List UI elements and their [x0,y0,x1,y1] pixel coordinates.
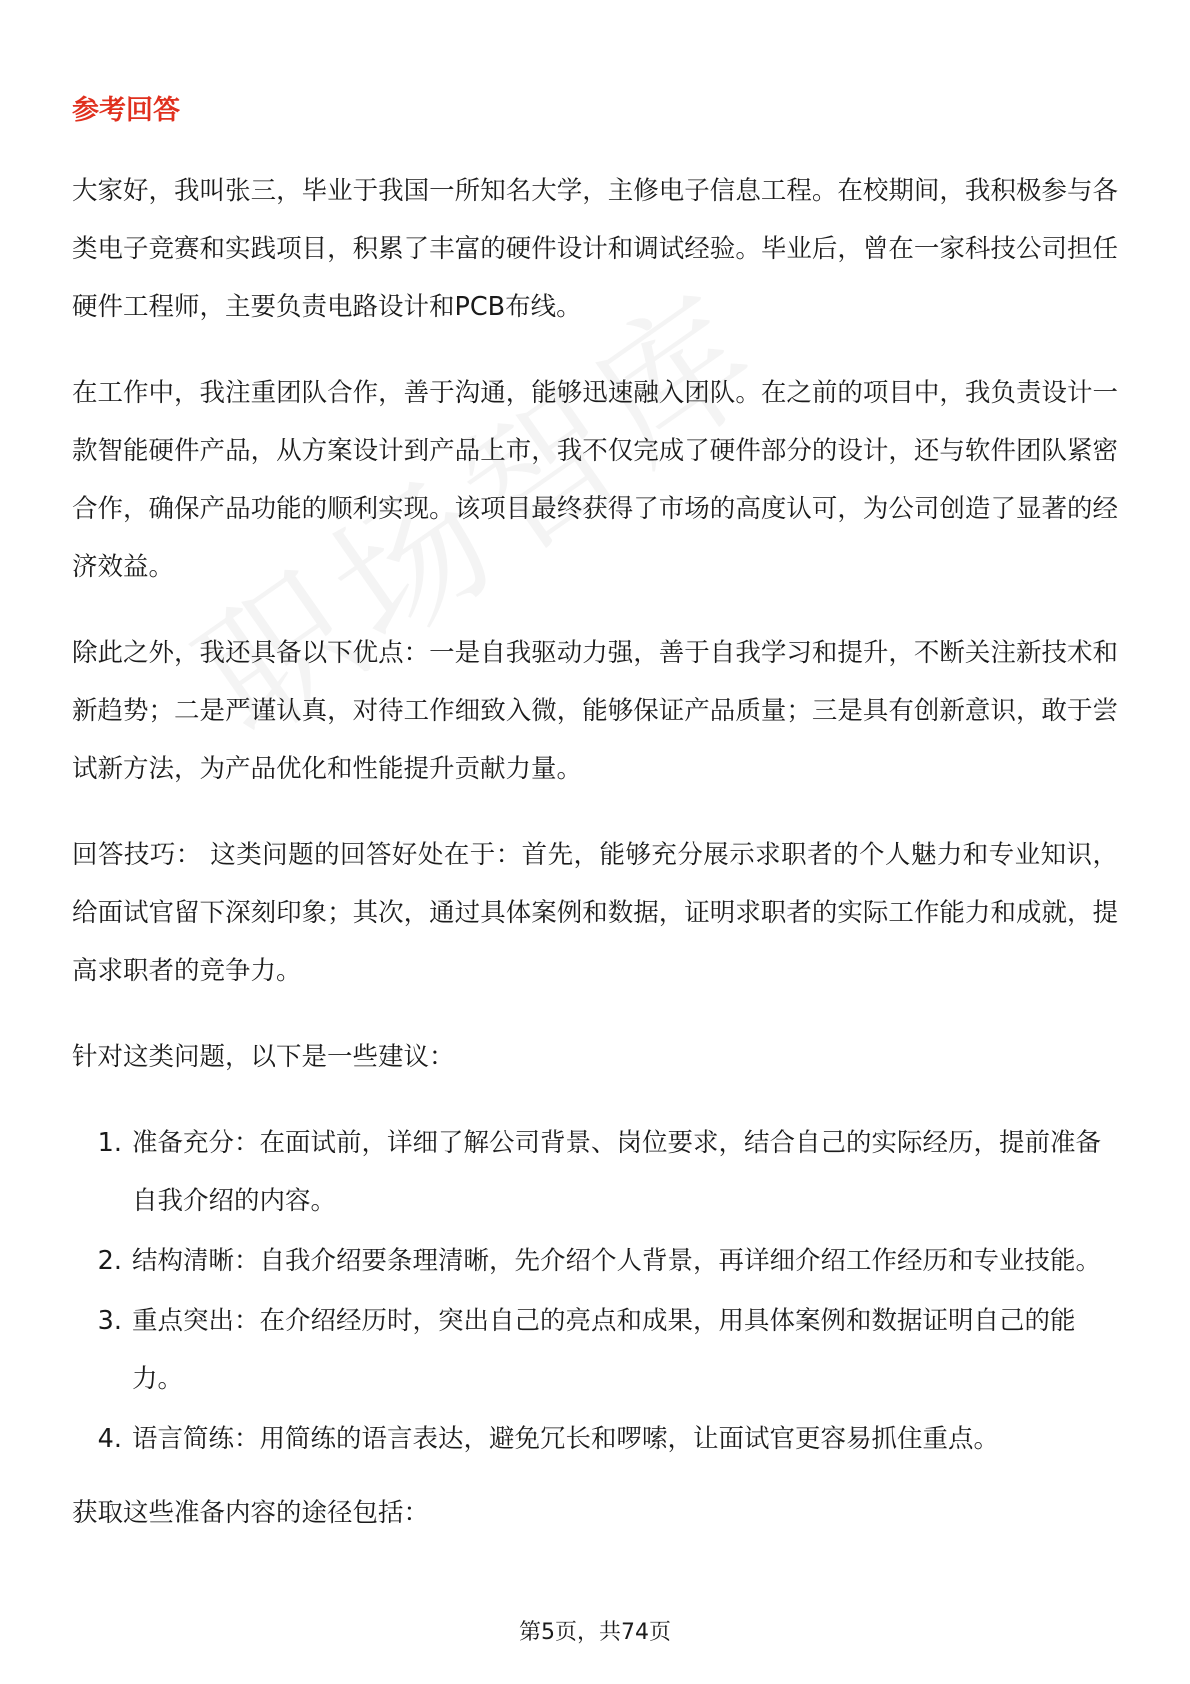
list-item [72,1114,1118,1230]
list-text: 结构清晰：自我介绍要条理清晰，先介绍个人背景，再详细介绍工作经历和专业技能。 [132,1246,1102,1276]
list-number: 4. [97,1424,122,1454]
paragraph-strengths: 除此之外，我还具备以下优点：一是自我驱动力强，善于自我学习和提升，不断关注新技术和新趋势；二是严谨认真，对待工作细致入微，能够保证产品质量；三是具有创新意识，敢于尝试新方法，为产品优化和性能提升贡献力量。 [72,638,1118,784]
paragraph-work: 在工作中，我注重团队合作，善于沟通，能够迅速融入团队。在之前的项目中，我负责设计一款智能硬件产品，从方案设计到产品上市，我不仅完成了硬件部分的设计，还与软件团队紧密合作，确保产品功能的顺利实现。该项目最终获得了市场的高度认可，为公司创造了显著的经济效益。 [72,378,1118,582]
list-item [72,1292,1118,1408]
list-item [72,1232,1118,1290]
list-text: 重点突出：在介绍经历时，突出自己的亮点和成果，用具体案例和数据证明自己的能力。 [132,1306,1076,1394]
list-number: 2. [97,1246,122,1276]
suggestion-list [72,1114,1118,1468]
list-text: 准备充分：在面试前，详细了解公司背景、岗位要求，结合自己的实际经历，提前准备自我介绍的内容。 [132,1128,1102,1216]
list-number: 1. [97,1128,122,1158]
page-number: 第5页，共74页 [519,1620,671,1645]
list-item [72,1410,1118,1468]
document-body [72,86,1118,1570]
section-heading: 参考回答 [72,95,180,126]
list-number: 3. [97,1306,122,1336]
list-text: 语言简练：用简练的语言表达，避免冗长和啰嗦，让面试官更容易抓住重点。 [132,1424,1000,1454]
paragraph-suggestions-intro: 针对这类问题，以下是一些建议： [72,1042,455,1072]
paragraph-intro: 大家好，我叫张三，毕业于我国一所知名大学，主修电子信息工程。在校期间，我积极参与各类电子竞赛和实践项目，积累了丰富的硬件设计和调试经验。毕业后，曾在一家科技公司担任硬件工程师，主要负责电路设计和PCB布线。 [72,176,1118,322]
paragraph-closing: 获取这些准备内容的途径包括： [72,1498,430,1528]
paragraph-tips: 回答技巧： 这类问题的回答好处在于：首先，能够充分展示求职者的个人魅力和专业知识，给面试官留下深刻印象；其次，通过具体案例和数据，证明求职者的实际工作能力和成就，提高求职者的竞争力。 [72,840,1118,986]
